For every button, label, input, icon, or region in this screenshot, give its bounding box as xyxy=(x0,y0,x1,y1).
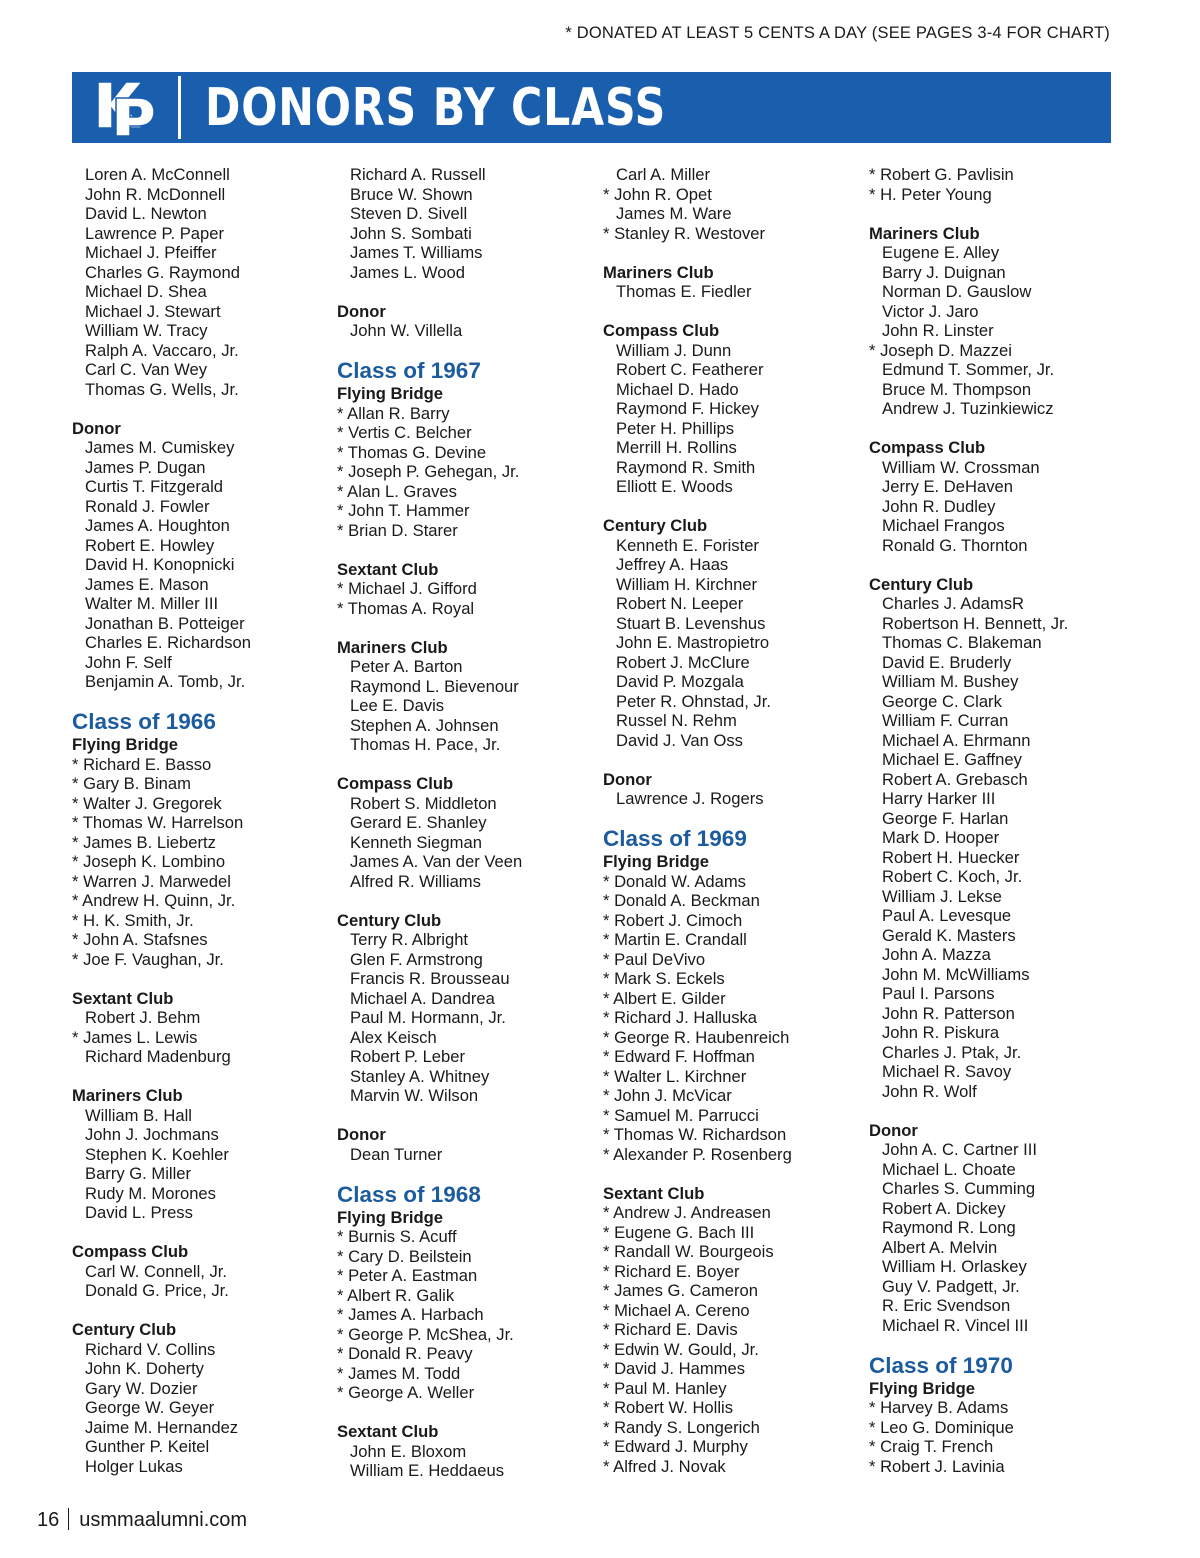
page-banner xyxy=(72,72,1111,143)
donor-name: John W. Villella xyxy=(350,321,463,340)
donor-name: James M. Cumiskey xyxy=(85,438,235,457)
donor-name: * Alexander P. Rosenberg xyxy=(603,1144,792,1164)
donor-name: Charles J. Ptak, Jr. xyxy=(882,1042,1022,1062)
donor-group xyxy=(603,516,853,750)
donor-group xyxy=(603,1184,853,1477)
donor-name: Kenneth Siegman xyxy=(350,832,482,852)
donor-name: * Samuel M. Parrucci xyxy=(603,1105,759,1125)
column-1 xyxy=(72,165,322,1476)
group-header: Sextant Club xyxy=(337,1422,439,1441)
donor-name: Gunther P. Keitel xyxy=(85,1437,210,1456)
donor-name: * H. K. Smith, Jr. xyxy=(72,910,194,930)
donor-name: Robert J. McClure xyxy=(616,652,750,672)
donor-name: * James M. Todd xyxy=(337,1363,461,1383)
group-header: Donor xyxy=(603,769,652,789)
donor-name: Charles S. Cumming xyxy=(882,1179,1036,1198)
donor-name: * Robert W. Hollis xyxy=(603,1398,734,1417)
donor-name: Andrew J. Tuzinkiewicz xyxy=(882,399,1054,418)
group-header: Mariners Club xyxy=(72,1086,183,1105)
donor-name: * Thomas W. Harrelson xyxy=(72,813,244,832)
donor-name: James P. Dugan xyxy=(85,457,206,477)
group-header: Sextant Club xyxy=(337,559,439,579)
donor-group xyxy=(72,1086,322,1223)
donor-name: Thomas C. Blakeman xyxy=(882,633,1042,652)
donor-name: Michael J. Pfeiffer xyxy=(85,243,217,262)
group-header: Flying Bridge xyxy=(869,1378,976,1398)
donor-name: Alfred R. Williams xyxy=(350,871,481,891)
donor-name: * Alan L. Graves xyxy=(337,481,457,501)
donor-name: * James A. Harbach xyxy=(337,1305,484,1324)
group-header: Compass Club xyxy=(869,438,986,457)
donor-group xyxy=(72,735,322,969)
donor-name: Robert N. Leeper xyxy=(616,594,744,613)
class-heading: Class of 1968 xyxy=(337,1181,481,1207)
donor-name: Charles E. Richardson xyxy=(85,633,252,652)
donor-name: * H. Peter Young xyxy=(869,184,992,204)
donor-name: * Stanley R. Westover xyxy=(603,223,766,243)
donor-name: Holger Lukas xyxy=(85,1456,183,1476)
donor-name: * Edward J. Murphy xyxy=(603,1437,748,1456)
donor-name: * Edward F. Hoffman xyxy=(603,1047,755,1066)
group-header: Sextant Club xyxy=(603,1183,705,1203)
page-title: DONORS BY CLASS xyxy=(205,78,667,138)
donor-name: * Thomas G. Devine xyxy=(337,442,487,462)
donor-name: * Robert J. Cimoch xyxy=(603,910,743,930)
donor-name: David L. Press xyxy=(85,1203,193,1222)
donor-name: Robert A. Grebasch xyxy=(882,769,1028,789)
donor-name: Robert P. Leber xyxy=(350,1047,466,1066)
donor-name: * Paul M. Hanley xyxy=(603,1378,727,1398)
group-header: Compass Club xyxy=(72,1242,189,1261)
group-header: Donor xyxy=(337,1125,386,1144)
donor-name: * Joseph D. Mazzei xyxy=(869,340,1012,360)
donor-name: * James B. Liebertz xyxy=(72,832,216,852)
donor-name: Jonathan B. Potteiger xyxy=(85,613,245,633)
donor-name: Eugene E. Alley xyxy=(882,243,1000,262)
donor-name: John E. Bloxom xyxy=(350,1441,467,1461)
class-heading: Class of 1966 xyxy=(72,709,216,734)
class-heading: Class of 1967 xyxy=(337,358,481,383)
donor-name: Robertson H. Bennett, Jr. xyxy=(882,613,1069,633)
donor-name: * Andrew J. Andreasen xyxy=(603,1203,771,1222)
donor-name: * John R. Opet xyxy=(603,184,712,204)
donor-name: Robert E. Howley xyxy=(85,535,215,555)
donor-name: William W. Tracy xyxy=(85,321,208,340)
donor-name: Robert C. Featherer xyxy=(616,360,764,379)
donor-name: * Vertis C. Belcher xyxy=(337,423,472,442)
donor-name: Victor J. Jaro xyxy=(882,301,979,321)
kp-logo-icon xyxy=(92,76,158,140)
donor-name: * Mark S. Eckels xyxy=(603,969,725,988)
donor-name: Thomas G. Wells, Jr. xyxy=(85,379,239,399)
donor-name: David E. Bruderly xyxy=(882,652,1012,672)
donor-name: * Albert E. Gilder xyxy=(603,988,726,1008)
donor-name: John A. C. Cartner III xyxy=(882,1140,1037,1159)
donor-name: Mark D. Hooper xyxy=(882,828,1000,847)
donor-name: John R. Wolf xyxy=(882,1081,977,1101)
donor-name: * Eugene G. Bach III xyxy=(603,1222,755,1242)
donor-name: Peter A. Barton xyxy=(350,657,463,676)
donor-name: * Edwin W. Gould, Jr. xyxy=(603,1339,759,1359)
donor-name: * Robert J. Lavinia xyxy=(869,1456,1005,1476)
donor-name: Gerard E. Shanley xyxy=(350,813,487,832)
footer-divider xyxy=(68,1508,69,1530)
donor-name: Ronald G. Thornton xyxy=(882,535,1028,555)
donor-name: * George A. Weller xyxy=(337,1383,475,1402)
donor-name: Paul M. Hormann, Jr. xyxy=(350,1008,506,1027)
donor-name: Elliott E. Woods xyxy=(616,477,733,496)
donor-name: * Peter A. Eastman xyxy=(337,1266,478,1285)
column-3 xyxy=(603,165,853,1476)
donor-name: Stanley A. Whitney xyxy=(350,1066,490,1086)
donor-name: * Craig T. French xyxy=(869,1437,994,1456)
donor-name: William J. Lekse xyxy=(882,886,1002,906)
donor-name: William H. Kirchner xyxy=(616,574,758,594)
donor-name: Gary W. Dozier xyxy=(85,1378,198,1398)
donor-name: John R. Dudley xyxy=(882,496,996,516)
donor-name: * Joe F. Vaughan, Jr. xyxy=(72,949,224,969)
donor-name: * John T. Hammer xyxy=(337,501,470,520)
donor-name: Lawrence P. Paper xyxy=(85,223,224,243)
donor-name: Edmund T. Sommer, Jr. xyxy=(882,360,1055,379)
donor-name: * Gary B. Binam xyxy=(72,774,191,793)
banner-divider xyxy=(178,76,181,139)
donor-name: Peter R. Ohnstad, Jr. xyxy=(616,691,771,711)
donor-name: Albert A. Melvin xyxy=(882,1237,998,1257)
donor-name: Benjamin A. Tomb, Jr. xyxy=(85,672,246,691)
donor-name: John A. Mazza xyxy=(882,945,991,964)
donor-group xyxy=(869,224,1119,419)
donor-group xyxy=(869,165,1119,204)
donor-name: Michael A. Dandrea xyxy=(350,988,495,1008)
donor-name: Michael Frangos xyxy=(882,516,1005,535)
donor-name: Stephen A. Johnsen xyxy=(350,715,499,735)
donor-name: * Leo G. Dominique xyxy=(869,1417,1014,1437)
donor-name: William F. Curran xyxy=(882,711,1009,730)
donor-name: Paul I. Parsons xyxy=(882,984,995,1003)
donor-name: John K. Doherty xyxy=(85,1359,204,1378)
donor-name: Marvin W. Wilson xyxy=(350,1086,479,1105)
donor-name: * James G. Cameron xyxy=(603,1281,758,1300)
donor-name: Raymond R. Long xyxy=(882,1218,1016,1237)
donor-name: Lawrence J. Rogers xyxy=(616,789,764,808)
donor-name: Peter H. Phillips xyxy=(616,418,735,438)
donor-name: William M. Bushey xyxy=(882,672,1019,691)
donor-name: * Richard E. Davis xyxy=(603,1320,738,1339)
donor-name: James T. Williams xyxy=(350,243,483,262)
donor-name: Michael D. Shea xyxy=(85,282,207,301)
donor-name: * David J. Hammes xyxy=(603,1359,746,1378)
donor-name: Lee E. Davis xyxy=(350,696,445,715)
donor-name: Carl A. Miller xyxy=(616,165,711,184)
donor-name: Glen F. Armstrong xyxy=(350,949,483,969)
donor-name: * James L. Lewis xyxy=(72,1027,198,1047)
group-header: Century Club xyxy=(603,516,708,535)
donor-name: * Allan R. Barry xyxy=(337,403,450,423)
donor-name: Paul A. Levesque xyxy=(882,906,1012,925)
donor-name: George C. Clark xyxy=(882,691,1002,711)
donor-group xyxy=(869,1121,1119,1336)
donor-name: Curtis T. Fitzgerald xyxy=(85,477,224,496)
group-header: Compass Club xyxy=(337,774,454,793)
donor-group xyxy=(603,263,853,302)
group-header: Mariners Club xyxy=(603,262,714,282)
column-2 xyxy=(337,165,587,1481)
donor-name: * Randy S. Longerich xyxy=(603,1417,760,1437)
donor-name: Jaime M. Hernandez xyxy=(85,1417,239,1437)
donor-name: James A. Van der Veen xyxy=(350,852,523,871)
donor-name: Bruce M. Thompson xyxy=(882,379,1032,399)
donor-name: Michael J. Stewart xyxy=(85,301,221,321)
donor-name: R. Eric Svendson xyxy=(882,1296,1011,1315)
donor-name: Carl C. Van Wey xyxy=(85,360,208,379)
donor-name: * Burnis S. Acuff xyxy=(337,1227,457,1246)
donor-name: Dean Turner xyxy=(350,1144,443,1164)
donor-group xyxy=(337,911,587,1106)
donor-group xyxy=(603,770,853,809)
donor-name: Michael E. Gaffney xyxy=(882,750,1022,769)
donor-name: * John A. Stafsnes xyxy=(72,930,208,949)
group-header: Donor xyxy=(72,418,121,438)
donor-name: George W. Geyer xyxy=(85,1398,215,1417)
donor-name: William B. Hall xyxy=(85,1105,192,1125)
donor-name: * Harvey B. Adams xyxy=(869,1398,1009,1417)
donor-name: Norman D. Gauslow xyxy=(882,282,1032,301)
donor-name: Jeffrey A. Haas xyxy=(616,555,729,574)
donor-name: Raymond F. Hickey xyxy=(616,399,759,418)
donor-name: Merrill H. Rollins xyxy=(616,438,737,457)
donor-name: * Donald A. Beckman xyxy=(603,891,760,910)
donor-name: Richard V. Collins xyxy=(85,1339,216,1359)
donor-name: Thomas H. Pace, Jr. xyxy=(350,735,501,754)
donor-group xyxy=(869,1379,1119,1477)
donor-name: * George P. McShea, Jr. xyxy=(337,1324,514,1344)
donor-group xyxy=(603,321,853,497)
donor-name: John E. Mastropietro xyxy=(616,633,770,652)
group-header: Flying Bridge xyxy=(337,1207,444,1227)
donor-name: Russel N. Rehm xyxy=(616,711,737,730)
donor-name: Guy V. Padgett, Jr. xyxy=(882,1276,1020,1296)
donor-name: * Thomas A. Royal xyxy=(337,598,475,618)
group-header: Donor xyxy=(337,301,386,321)
group-header: Mariners Club xyxy=(337,637,448,657)
donor-name: Richard A. Russell xyxy=(350,165,486,184)
donor-name: * Robert G. Pavlisin xyxy=(869,165,1014,184)
donor-name: William W. Crossman xyxy=(882,457,1040,477)
donor-group xyxy=(72,1242,322,1301)
donor-name: * Donald W. Adams xyxy=(603,871,746,891)
donor-name: * Walter J. Gregorek xyxy=(72,793,222,813)
donor-name: Michael A. Ehrmann xyxy=(882,730,1031,750)
donor-name: * Richard E. Boyer xyxy=(603,1261,740,1281)
donor-name: Terry R. Albright xyxy=(350,930,469,949)
donor-group xyxy=(869,438,1119,555)
donor-group xyxy=(337,774,587,891)
class-heading: Class of 1970 xyxy=(869,1352,1013,1378)
donor-name: Harry Harker III xyxy=(882,789,996,808)
footer-site: usmmaalumni.com xyxy=(79,1509,248,1531)
donor-name: Charles G. Raymond xyxy=(85,262,240,282)
donor-group xyxy=(869,575,1119,1102)
donor-name: William H. Orlaskey xyxy=(882,1257,1027,1276)
group-header: Century Club xyxy=(72,1320,177,1339)
donor-name: John M. McWilliams xyxy=(882,964,1030,984)
donor-name: Robert C. Koch, Jr. xyxy=(882,867,1023,886)
donor-name: Robert J. Behm xyxy=(85,1008,201,1027)
donor-name: James L. Wood xyxy=(350,262,465,282)
donor-name: John R. McDonnell xyxy=(85,184,226,204)
donor-name: * Richard E. Basso xyxy=(72,754,212,774)
donor-name: Robert H. Huecker xyxy=(882,847,1020,867)
donor-group xyxy=(337,165,587,282)
donor-name: John R. Patterson xyxy=(882,1003,1015,1023)
donor-group xyxy=(72,989,322,1067)
donor-name: Carl W. Connell, Jr. xyxy=(85,1261,228,1281)
donor-name: * Cary D. Beilstein xyxy=(337,1246,472,1266)
donor-name: Charles J. AdamsR xyxy=(882,594,1025,613)
donor-name: Jerry E. DeHaven xyxy=(882,477,1013,496)
group-header: Flying Bridge xyxy=(72,735,179,754)
donor-name: John R. Linster xyxy=(882,321,994,340)
donor-group xyxy=(337,1208,587,1403)
donor-group xyxy=(337,560,587,619)
donor-name: John S. Sombati xyxy=(350,223,472,243)
donor-name: Walter M. Miller III xyxy=(85,594,219,613)
donor-name: Thomas E. Fiedler xyxy=(616,282,752,301)
donor-name: * Brian D. Starer xyxy=(337,520,458,540)
group-header: Mariners Club xyxy=(869,223,980,243)
donor-name: David J. Van Oss xyxy=(616,730,743,750)
donor-group xyxy=(603,165,853,243)
donor-name: Stuart B. Levenshus xyxy=(616,613,766,633)
donor-name: * George R. Haubenreich xyxy=(603,1027,790,1047)
group-header: Donor xyxy=(869,1120,918,1140)
donor-name: James M. Ware xyxy=(616,204,732,223)
group-header: Century Club xyxy=(869,574,974,594)
donor-name: * John J. McVicar xyxy=(603,1086,732,1105)
column-4 xyxy=(869,165,1119,1476)
top-note: * DONATED AT LEAST 5 CENTS A DAY (SEE PAGES 3-4 FOR CHART) xyxy=(565,24,1110,42)
group-header: Century Club xyxy=(337,910,442,930)
donor-name: John R. Piskura xyxy=(882,1023,1000,1042)
donor-name: William E. Heddaeus xyxy=(350,1461,505,1480)
donor-name: Raymond R. Smith xyxy=(616,457,756,477)
donor-name: * Michael A. Cereno xyxy=(603,1300,750,1320)
donor-name: Raymond L. Bievenour xyxy=(350,676,519,696)
donor-name: * Donald R. Peavy xyxy=(337,1344,473,1363)
donor-name: David H. Konopnicki xyxy=(85,555,235,574)
donor-name: Francis R. Brousseau xyxy=(350,969,510,988)
donor-name: * Joseph K. Lombino xyxy=(72,852,226,871)
donor-group xyxy=(72,165,322,399)
donor-name: * Michael J. Gifford xyxy=(337,579,477,598)
donor-name: Donald G. Price, Jr. xyxy=(85,1281,229,1300)
donor-name: * Randall W. Bourgeois xyxy=(603,1242,774,1261)
donor-name: David P. Mozgala xyxy=(616,672,744,691)
donor-name: * Walter L. Kirchner xyxy=(603,1066,747,1086)
donor-name: Robert S. Middleton xyxy=(350,793,497,813)
donor-name: George F. Harlan xyxy=(882,808,1009,828)
donor-name: James E. Mason xyxy=(85,574,209,594)
donor-group xyxy=(337,1422,587,1481)
donor-name: James A. Houghton xyxy=(85,516,230,535)
donor-group xyxy=(337,384,587,540)
donor-name: * Martin E. Crandall xyxy=(603,930,747,949)
class-heading: Class of 1969 xyxy=(603,826,747,851)
donor-group xyxy=(337,1125,587,1164)
donor-name: William J. Dunn xyxy=(616,340,732,360)
donor-name: * Andrew H. Quinn, Jr. xyxy=(72,891,236,910)
donor-name: Richard Madenburg xyxy=(85,1047,231,1066)
page-number: 16 xyxy=(37,1509,60,1531)
donor-name: Bruce W. Shown xyxy=(350,184,473,204)
donor-name: Robert A. Dickey xyxy=(882,1198,1006,1218)
donor-name: * Thomas W. Richardson xyxy=(603,1125,787,1144)
donor-group xyxy=(337,638,587,755)
donor-name: David L. Newton xyxy=(85,204,207,223)
donor-name: John F. Self xyxy=(85,652,172,672)
group-header: Flying Bridge xyxy=(603,852,710,871)
group-header: Flying Bridge xyxy=(337,384,444,403)
donor-name: Stephen K. Koehler xyxy=(85,1144,229,1164)
donor-name: Gerald K. Masters xyxy=(882,925,1016,945)
donor-name: Alex Keisch xyxy=(350,1027,437,1047)
donor-group xyxy=(337,302,587,341)
donor-name: Michael D. Hado xyxy=(616,379,739,399)
donor-name: Barry G. Miller xyxy=(85,1164,192,1183)
donor-name: * Richard J. Halluska xyxy=(603,1008,758,1027)
donor-name: Ralph A. Vaccaro, Jr. xyxy=(85,340,239,360)
page-footer xyxy=(37,1508,247,1532)
donor-name: Ronald J. Fowler xyxy=(85,496,210,516)
donor-name: John J. Jochmans xyxy=(85,1125,219,1144)
donor-name: Rudy M. Morones xyxy=(85,1183,216,1203)
group-header: Compass Club xyxy=(603,321,720,340)
donor-name: * Albert R. Galik xyxy=(337,1285,455,1305)
donor-name: Michael R. Vincel III xyxy=(882,1315,1029,1335)
donor-name: * Joseph P. Gehegan, Jr. xyxy=(337,462,520,481)
donor-name: Kenneth E. Forister xyxy=(616,535,759,555)
donor-group xyxy=(72,419,322,692)
group-header: Sextant Club xyxy=(72,988,174,1008)
donor-name: * Paul DeVivo xyxy=(603,949,706,969)
donor-name: Michael L. Choate xyxy=(882,1159,1016,1179)
donor-name: * Alfred J. Novak xyxy=(603,1456,726,1476)
donor-group xyxy=(72,1320,322,1476)
donor-group xyxy=(603,852,853,1164)
donor-name: Michael R. Savoy xyxy=(882,1062,1012,1081)
donor-name: Loren A. McConnell xyxy=(85,165,230,184)
donor-name: * Warren J. Marwedel xyxy=(72,871,231,891)
donor-name: Barry J. Duignan xyxy=(882,262,1006,282)
donor-name: Steven D. Sivell xyxy=(350,204,468,223)
